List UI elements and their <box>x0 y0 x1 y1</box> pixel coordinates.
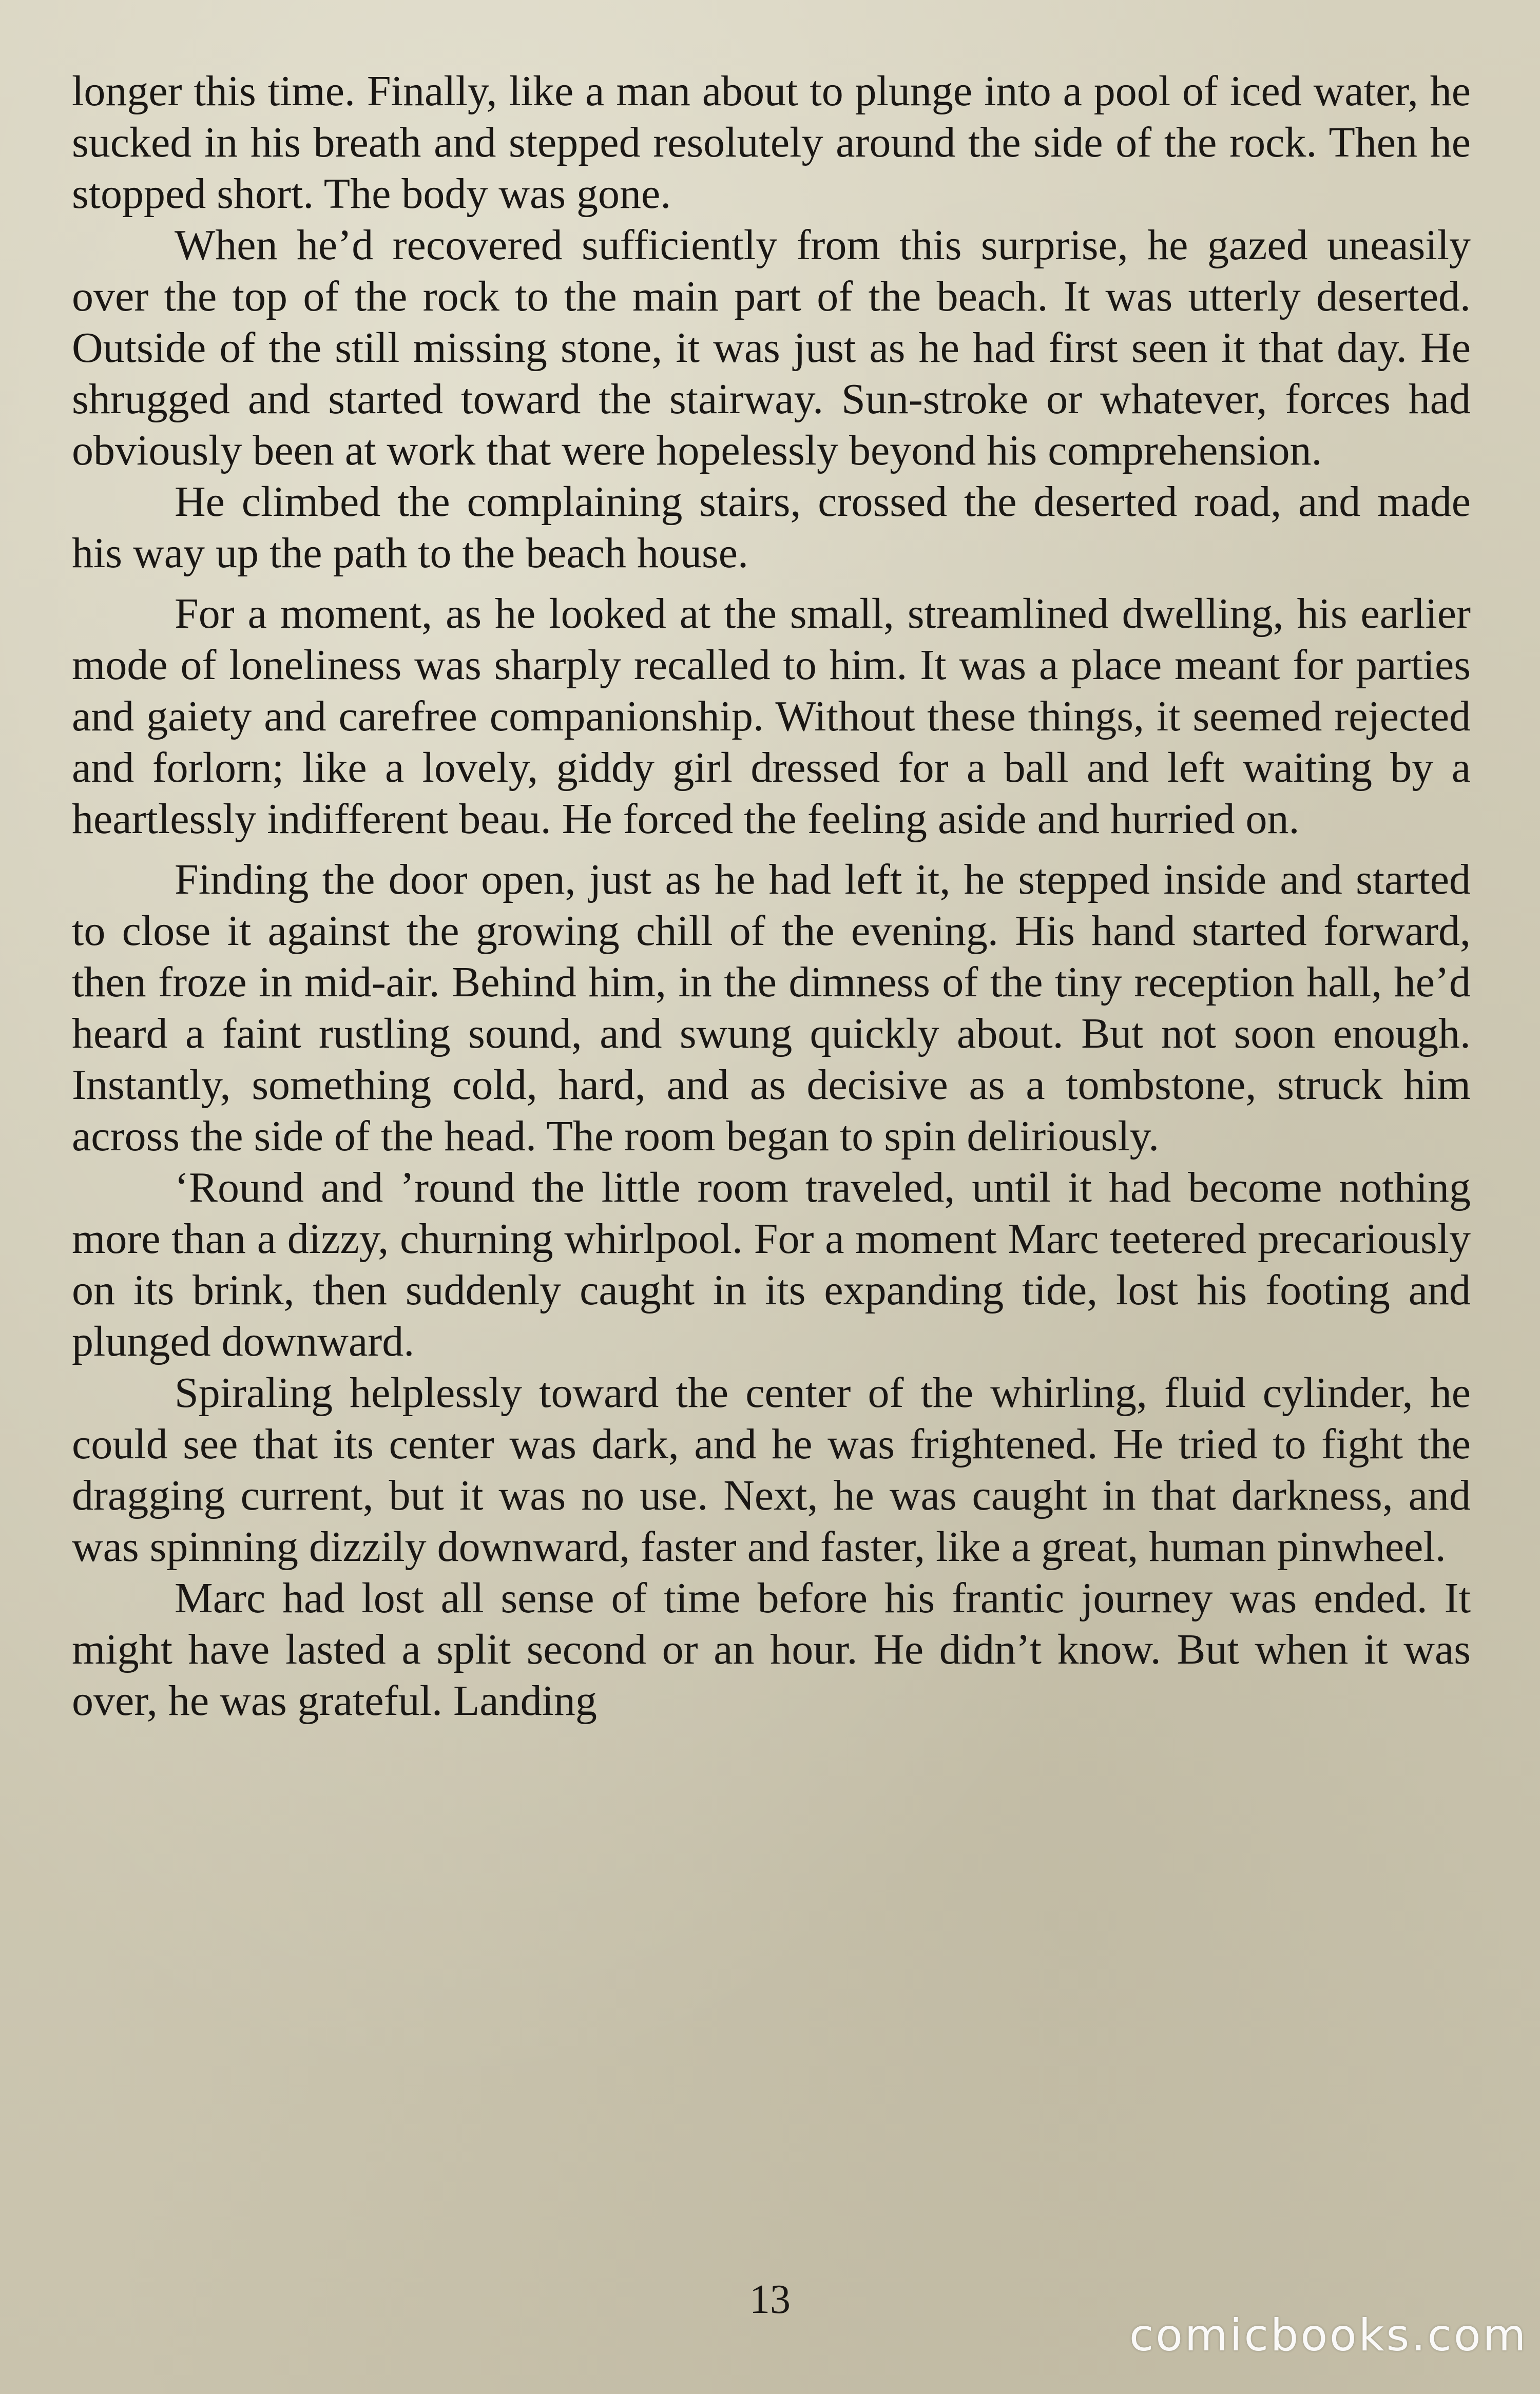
page-number: 13 <box>749 2277 791 2322</box>
paragraph-7: Spiraling helplessly toward the center of the whirling, fluid cylinder, he could see that its center was dark, and he was frightened. He tried to fight the dragging current, but it was no use. Next, he was caught in that darkness, and was spinning dizzily downward, faster and faster, like a great, human pinwheel. <box>72 1369 1471 1571</box>
paragraph-5: Finding the door open, just as he had left it, he stepped inside and started to close it against the growing chill of the evening. His hand started forward, then froze in mid-air. Behind him, in the dimness of the tiny reception hall, he’d heard a faint rustling sound, and swung quickly about. But not soon enough. Instantly, something cold, hard, and as decisive as a tombstone, struck him across the side of the head. The room began to spin deliriously. <box>72 856 1471 1160</box>
watermark: comicbooks.com <box>1129 2310 1528 2361</box>
paragraph-1: longer this time. Finally, like a man about to plunge into a pool of iced water, he sucked in his breath and stepped resolutely around the side of the rock. Then he stopped short. The body was gone. <box>72 67 1471 218</box>
paragraph-6: ‘Round and ’round the little room traveled, until it had become nothing more than a dizzy, churning whirlpool. For a moment Marc teetered precariously on its brink, then suddenly caught in its expanding tide, lost his footing and plunged downward. <box>72 1164 1471 1365</box>
paragraph-4: For a moment, as he looked at the small, streamlined dwelling, his earlier mode of loneliness was sharply recalled to him. It was a place meant for parties and gaiety and carefree companionship. Without these things, it seemed rejected and forlorn; like a lovely, giddy girl dressed for a ball and left waiting by a heartlessly indifferent beau. He forced the feeling aside and hurried on. <box>72 590 1471 843</box>
paragraph-8: Marc had lost all sense of time before his frantic journey was ended. It might have lasted a split second or an hour. He didn’t know. But when it was over, he was grateful. Landing <box>72 1574 1471 1725</box>
paragraph-3: He climbed the complaining stairs, crossed the deserted road, and made his way up the path to the beach house. <box>72 478 1471 577</box>
paragraph-2: When he’d recovered sufficiently from this surprise, he gazed uneasily over the top of the rock to the main part of the beach. It was utterly deserted. Outside of the still missing stone, it was just as he had first seen it that day. He shrugged and started toward the stairway. Sun-stroke or whatever, forces had obviously been at work that were hopelessly beyond his comprehension. <box>72 221 1471 474</box>
body-text <box>72 66 1471 1727</box>
